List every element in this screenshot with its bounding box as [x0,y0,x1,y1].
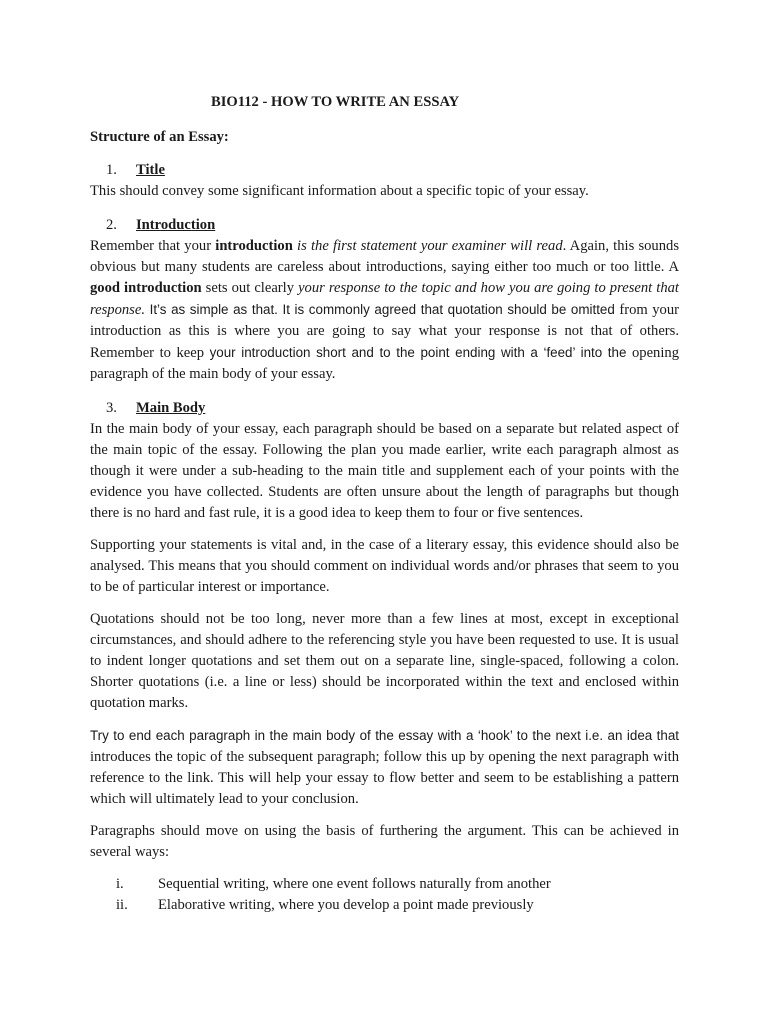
list-item [90,874,679,895]
list-item-text: Sequential writing, where one event follows naturally from another [158,876,551,892]
main-body-paragraph-5: Paragraphs should move on using the basis of furthering the argument. This can be achieved in several ways: [90,823,679,860]
section-introduction-heading [90,215,679,236]
text-run: sets out clearly [201,280,299,296]
section-number: 1. [106,162,117,178]
introduction-paragraph [90,236,679,385]
section-main-body-heading [90,398,679,419]
section-label: Main Body [136,400,206,416]
document-page [90,92,679,916]
text-run: . Again, this sounds obvious but many students are careless about introductions, saying either too much or too little. A [90,238,680,275]
main-body-paragraph-3: Quotations should not be too long, never more than a few lines at most, except in exceptional circumstances, and should adhere to the referencing style you have been requested to use. It is usual to indent longer quotations and set them out on a separate line, single-spaced, following a colon. Shorter quotations (i.e. a line or less) should be incorporated within the text and enclosed within quotation marks. [90,611,679,711]
list-numeral: ii. [116,897,128,913]
italic-run: your response to the topic and how you are going to present that response. [90,280,679,318]
list-item [90,895,679,916]
bold-run: introduction [215,238,293,254]
section-number: 3. [106,400,117,416]
main-body-paragraph-1: In the main body of your essay, each paragraph should be based on a separate but related aspect of the main topic of the essay. Following the plan you made earlier, write each paragraph almost as though it were under a sub-heading to the main title and supplement each of your points with the evidence you have collected. Students are often unsure about the length of paragraphs but though there is no hard and fast rule, it is a good idea to keep them to four or five sentences. [90,421,679,521]
ways-list [90,874,679,916]
text-run: opening paragraph of the main body of your essay. [90,345,680,382]
sans-run: your introduction short and to the point ending with a ‘feed’ into the [209,345,627,360]
main-body-paragraph-4 [90,725,679,810]
document-title: BIO112 - HOW TO WRITE AN ESSAY [211,94,460,110]
section-label: Introduction [136,217,216,233]
section-title-heading [90,160,679,181]
bold-run: good introduction [90,280,202,296]
main-body-paragraph-2: Supporting your statements is vital and, in the case of a literary essay, this evidence should also be analysed. This means that you should comment on individual words and/or phrases that seem to you to be of particular interest or importance. [90,537,679,595]
section-number: 2. [106,217,117,233]
section-label: Title [136,162,165,178]
list-item-text: Elaborative writing, where you develop a point made previously [158,897,534,913]
list-numeral: i. [116,876,124,892]
text-run: Remember that your [90,238,216,254]
title-paragraph: This should convey some significant information about a specific topic of your essay. [90,183,589,199]
sans-run: It’s as simple as that. It is commonly agreed that quotation should be omitted [145,302,615,317]
text-run: from your introduction as this is where you are going to say what your response is not that of others. Remember to keep [90,302,680,361]
italic-run: is the first statement your examiner will read [292,238,563,254]
text-run: introduces the topic of the subsequent paragraph; follow this up by opening the next paragraph with reference to the link. This will help your essay to flow better and seem to be establishing a pattern which will ultimately lead to your conclusion. [90,749,679,807]
sans-run: Try to end each paragraph in the main body of the essay with a ‘hook’ to the next i.e. an idea that [90,728,679,743]
structure-heading: Structure of an Essay: [90,129,229,145]
